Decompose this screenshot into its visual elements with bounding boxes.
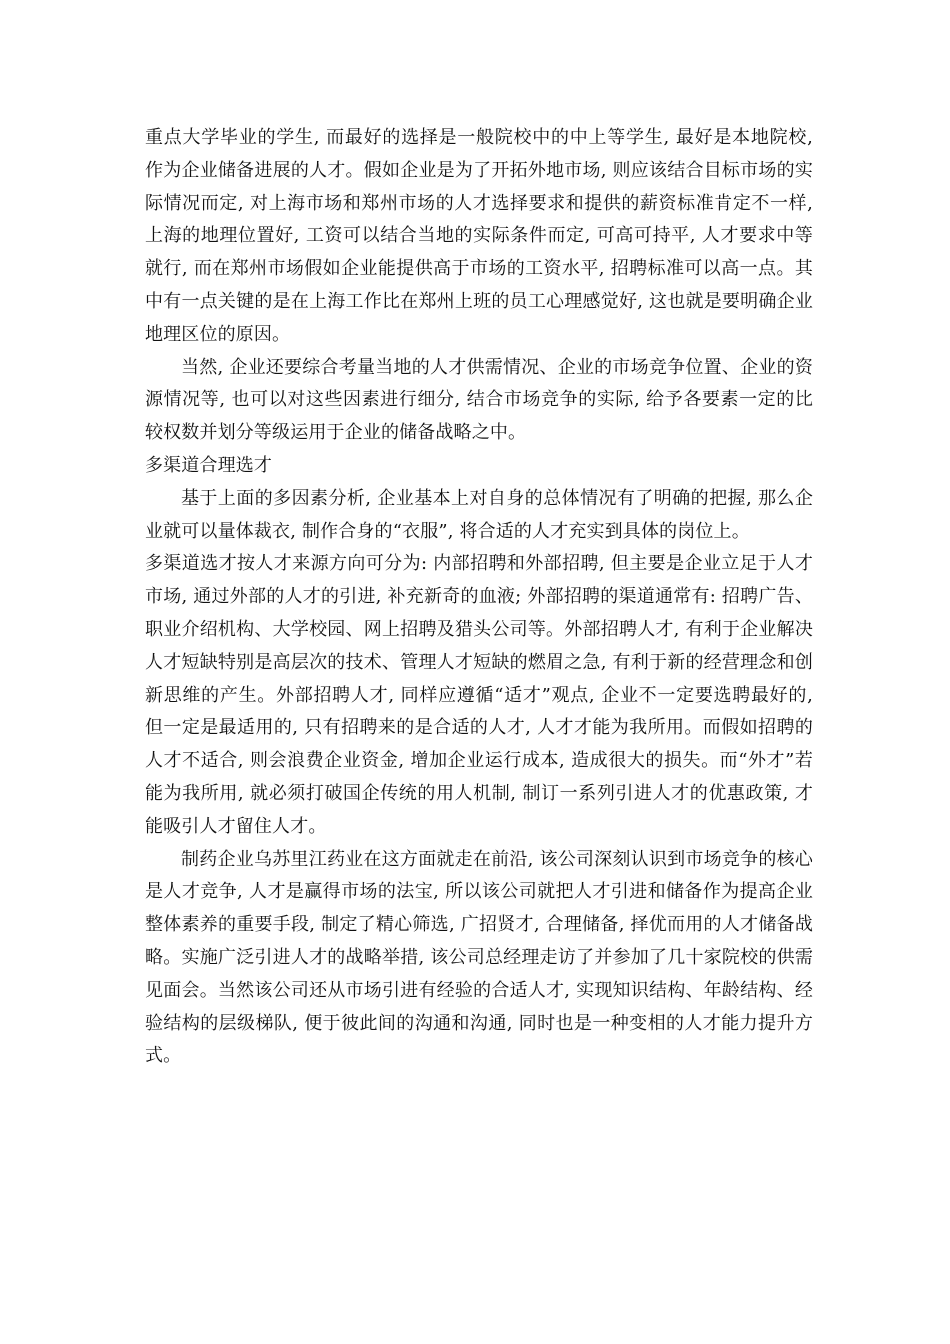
document-body [145,122,813,1073]
paragraph-5: 制药企业乌苏里江药业在这方面就走在前沿, 该公司深刻认识到市场竞争的核心是人才竞争, 人才是赢得市场的法宝, 所以该公司就把人才引进和储备作为提高企业整体素养的重要手段, 制定了精心筛选, 广招贤才, 合理储备, 择优而用的人才储备战略。实施广泛引进人才的战略举措, 该公司总经理走访了并参加了几十家院校的供需见面会。当然该公司还从市场引进有经验的合适人才, 实现知识结构、年龄结构、经验结构的层级梯队, 便于彼此间的沟通和沟通, 同时也是一种变相的人才能力提升方式。 [145,848,813,1067]
paragraph-4: 多渠道选才按人才来源方向可分为: 内部招聘和外部招聘, 但主要是企业立足于人才市场, 通过外部的人才的引进, 补充新奇的血液; 外部招聘的渠道通常有: 招聘广告、职业介绍机构、大学校园、网上招聘及猎头公司等。外部招聘人才, 有利于企业解决人才短缺特别是高层次的技术、管理人才短缺的燃眉之急, 有利于新的经营理念和创新思维的产生。外部招聘人才, 同样应遵循“适才”观点, 企业不一定要选聘最好的, 但一定是最适用的, 只有招聘来的是合适的人才, 人才才能为我所用。而假如招聘的人才不适合, 则会浪费企业资金, 增加企业运行成本, 造成很大的损失。而“外才”若能为我所用, 就必须打破国企传统的用人机制, 制订一系列引进人才的优惠政策, 才能吸引人才留住人才。 [145,553,813,837]
paragraph-2: 当然, 企业还要综合考量当地的人才供需情况、企业的市场竞争位置、企业的资源情况等, 也可以对这些因素进行细分, 结合市场竞争的实际, 给予各要素一定的比较权数并划分等级运用于企业的储备战略之中。 [145,356,813,444]
paragraph-1: 重点大学毕业的学生, 而最好的选择是一般院校中的中上等学生, 最好是本地院校, 作为企业储备进展的人才。假如企业是为了开拓外地市场, 则应该结合目标市场的实际情况而定, 对上海市场和郑州市场的人才选择要求和提供的薪资标准肯定不一样, 上海的地理位置好, 工资可以结合当地的实际条件而定, 可高可持平, 人才要求中等就行, 而在郑州市场假如企业能提供高于市场的工资水平, 招聘标准可以高一点。其中有一点关键的是在上海工作比在郑州上班的员工心理感觉好, 这也就是要明确企业地理区位的原因。 [145,127,813,345]
paragraph-3: 基于上面的多因素分析, 企业基本上对自身的总体情况有了明确的把握, 那么企业就可以量体裁衣, 制作合身的“衣服”, 将合适的人才充实到具体的岗位上。 [145,487,813,542]
section-heading: 多渠道合理选才 [145,454,273,476]
